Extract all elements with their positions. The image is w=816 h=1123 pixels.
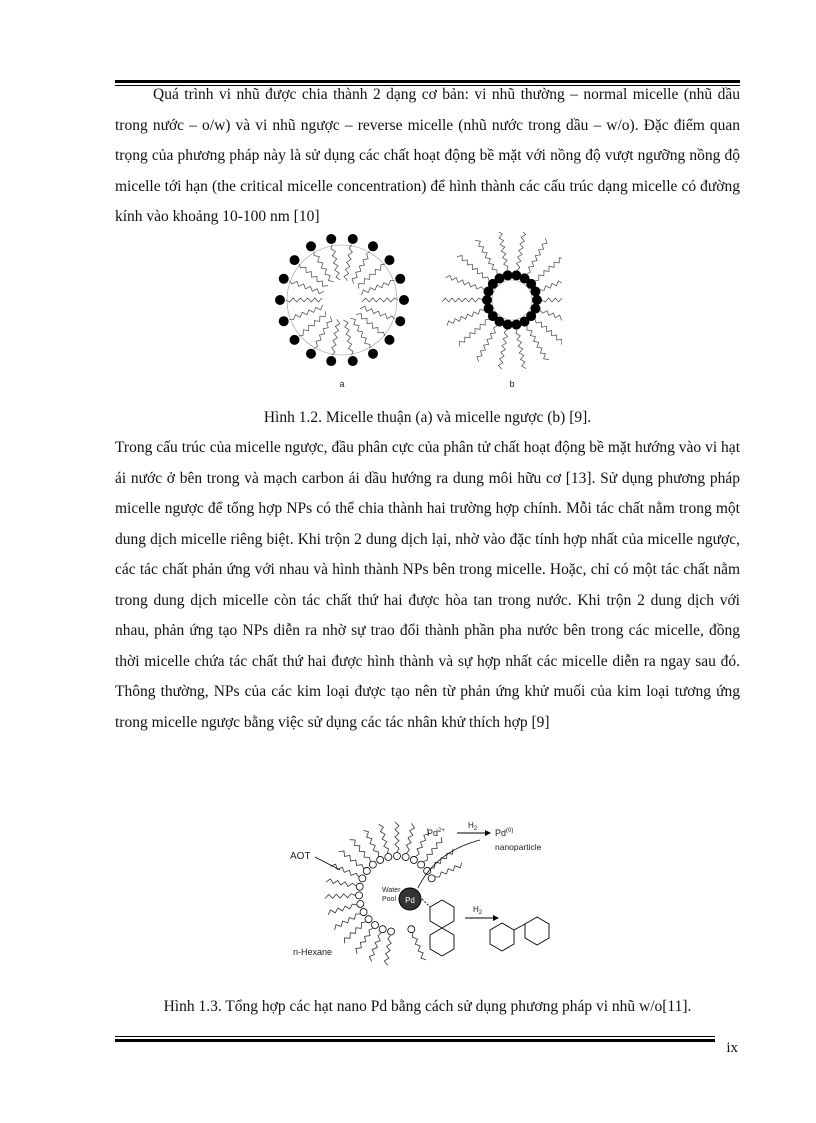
micelle-a-head [384, 255, 394, 265]
micelle-a-head [368, 349, 378, 359]
aot-tail [384, 936, 391, 966]
micelle-a-tail [332, 319, 340, 355]
aot-tail [356, 928, 373, 954]
aot-head [365, 916, 372, 923]
phenylcyclohexane-product [490, 917, 549, 951]
micelle-b-tail [542, 298, 562, 302]
aot-head [356, 892, 363, 899]
paragraph-1 [115, 80, 740, 233]
aot-tail [325, 894, 355, 899]
micelle-b-tail [516, 330, 526, 369]
paragraph-1-text: Quá trình vi nhũ được chia thành 2 dạng cơ bản: vi nhũ thường – normal micelle (nhũ dầu trong nước – o/w) và vi nhũ ngược – reverse micelle (nhũ nước trong dầu – w/o). Đặc điểm quan trọng của phương pháp này là sử dụng các chất hoạt động bề mặt với nồng độ vượt ngưỡng nồng độ micelle tới hạn (the critical micelle concentration) để hình thành các cấu trúc dạng micelle có đường kính vào khoảng 10-100 nm [10] [115, 86, 740, 225]
micelle-b-tail [516, 232, 525, 271]
micelle-b-tail [442, 298, 482, 302]
micelle-b-tail [527, 238, 547, 274]
micelle-b-tail [498, 232, 508, 271]
micelle-a-tail [331, 245, 341, 280]
micelle-b-tail [446, 275, 484, 289]
micelle-b-tail [447, 310, 484, 326]
aot-pointer [315, 857, 340, 870]
aot-head [402, 853, 409, 860]
aot-tail [331, 864, 359, 877]
aot-head [369, 861, 376, 868]
aot-tail [339, 851, 364, 869]
micelle-a-tail [362, 280, 395, 295]
micelle-a-head [395, 274, 405, 284]
aot-tail [326, 879, 356, 887]
normal-micelle-a [275, 234, 409, 366]
micelle-a-head [290, 335, 300, 345]
micelle-b-head [511, 320, 521, 330]
water-label: Water [382, 887, 401, 894]
micelle-a-head [275, 295, 285, 305]
aot-head [388, 928, 395, 935]
micelle-b-tail [457, 256, 489, 281]
micelle-b-tail [535, 254, 562, 281]
hexane-label: n-Hexane [293, 947, 333, 957]
figure-label-b: b [509, 379, 515, 389]
aot-head [357, 900, 364, 907]
page-number: ix [726, 1040, 738, 1056]
micelle-a-tail [289, 305, 322, 320]
micelle-b-head [503, 270, 513, 280]
micelle-b-tail [540, 274, 562, 290]
pd2-label: $Pd^{2+}$ [427, 828, 445, 838]
aot-head [428, 875, 435, 882]
pd0-label: Pd$^{(0)}$ [495, 828, 514, 838]
micelle-b-head [532, 295, 542, 305]
aot-head [363, 867, 370, 874]
aot-head [394, 853, 401, 860]
micelle-a-tail [289, 281, 324, 294]
styrene-substrate [422, 899, 454, 956]
pd-synthesis-figure [285, 812, 585, 972]
aot-tail [406, 823, 414, 853]
aot-head [377, 856, 384, 863]
micelle-b-core [492, 280, 532, 320]
micelle-a-head [395, 316, 405, 326]
figure-label-a: a [339, 379, 345, 389]
micelle-a-tail [356, 314, 385, 336]
micelle-b-head [482, 295, 492, 305]
aot-label: AOT [290, 851, 311, 862]
micelle-a-head [326, 356, 336, 366]
micelle-a-head [326, 234, 336, 244]
micelle-a-tail [286, 298, 322, 302]
micelle-a-head [306, 241, 316, 251]
aot-head [359, 875, 366, 882]
nanoparticle-label: nanoparticle [495, 842, 542, 852]
aot-head [372, 922, 379, 929]
micelle-a-tail [344, 320, 354, 355]
arrowhead-top [485, 830, 491, 836]
micelle-a-tail [299, 264, 328, 286]
micelle-a-head [290, 255, 300, 265]
micelle-b-head [530, 286, 540, 296]
micelle-a-tail [299, 311, 325, 336]
h2-label-bottom: $H_2$ [473, 905, 483, 916]
micelle-a-head [279, 316, 289, 326]
pool-label: Pool [382, 896, 397, 903]
micelle-a-outline [287, 245, 397, 355]
arrowhead-bottom [493, 915, 499, 921]
paragraph-2-text: Trong cấu trúc của micelle ngược, đầu phân cực của phân tử chất hoạt động bề mặt hướng vào vi hạt ái nước ở bên trong và mạch carbon ái dầu hướng ra dung môi hữu cơ [13]. Sử dụng phương pháp micelle ngược để tổng hợp NPs có thể chia thành hai trường hợp chính. Mỗi tác chất nằm trong một dung dịch micelle riêng biệt. Khi trộn 2 dung dịch lại, nhờ vào đặc tính hợp nhất của micelle ngược, các tác chất phản ứng với nhau và hình thành NPs bên trong micelle. Hoặc, chỉ có một tác chất nằm trong dung dịch micelle còn tác chất thứ hai được hòa tan trong nước. Khi trộn 2 dung dịch với nhau, phản ứng tạo NPs diễn ra nhờ sự trao đổi thành phần pha nước bên trong các micelle, đồng thời micelle chứa tác chất thứ hai được hình thành và sự hợp nhất các micelle diễn ra ngay sau đó. Thông thường, NPs của các kim loại được tạo nên từ phản ứng khử muối của kim loại tương ứng trong micelle ngược bằng việc sử dụng các tác nhân khử thích hợp [9] [115, 439, 740, 731]
micelle-a-tail [360, 306, 395, 319]
figure-2-caption: Hình 1.3. Tổng hợp các hạt nano Pd bằng cách sử dụng phương pháp vi nhũ w/o[11]. [163, 998, 692, 1015]
aot-tail [424, 837, 442, 862]
paragraph-2 [115, 433, 740, 738]
aot-head [360, 909, 367, 916]
h2-label-top: $H_2$ [468, 821, 478, 832]
micelle-figure [262, 232, 562, 397]
reverse-micelle-b [442, 232, 562, 369]
aot-tail [379, 824, 389, 853]
aot-tail [412, 933, 426, 960]
micelle-a-head [306, 349, 316, 359]
micelle-a-tail [344, 245, 352, 281]
aot-head [379, 926, 386, 933]
aot-tail [328, 904, 356, 915]
micelle-b-tail [460, 319, 489, 346]
aot-head [385, 853, 392, 860]
aot-head [418, 861, 425, 868]
micelle-a-head [368, 241, 378, 251]
micelle-a-tail [359, 264, 385, 289]
micelle-b-head [484, 304, 494, 314]
micelle-b-tail [477, 326, 497, 362]
curve-pointer [418, 840, 480, 888]
footer-rule [115, 1036, 715, 1042]
micelle-a-head [348, 356, 358, 366]
micelle-b-tail [535, 319, 562, 344]
micelle-b-tail [527, 326, 549, 360]
aot-tail [344, 922, 365, 943]
micelle-a-head [279, 274, 289, 284]
aot-tail [350, 840, 371, 862]
aot-tail [395, 822, 399, 852]
micelle-a-tail [362, 298, 398, 302]
micelle-a-head [348, 234, 358, 244]
micelle-a-head [399, 295, 409, 305]
aot-head [356, 883, 363, 890]
aot-head [408, 926, 415, 933]
figure-1-caption: Hình 1.2. Micelle thuận (a) và micelle ngược (b) [9]. [263, 409, 592, 426]
aot-tail [363, 830, 378, 856]
pd-label: Pd [405, 896, 415, 905]
micelle-b-tail [540, 310, 562, 324]
micelle-b-tail [499, 330, 508, 370]
aot-tail [369, 933, 381, 962]
aot-tail [435, 863, 462, 877]
micelle-a-head [384, 335, 394, 345]
aot-head [410, 856, 417, 863]
micelle-b-tail [475, 240, 497, 274]
